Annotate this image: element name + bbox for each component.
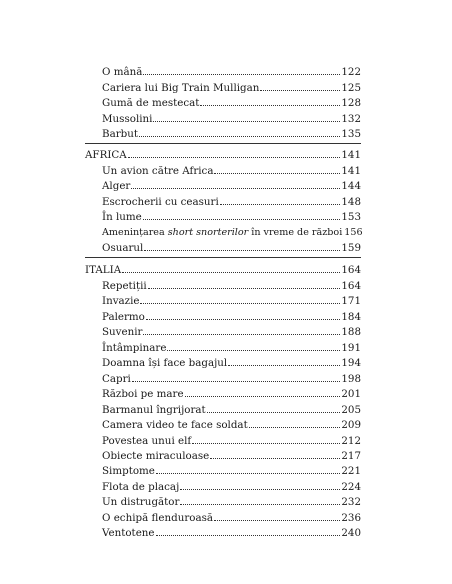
toc-entry-page: 198	[341, 373, 361, 385]
toc-entry	[102, 404, 361, 416]
section-divider	[85, 143, 361, 144]
toc-entry-page: 135	[341, 128, 361, 140]
toc-entry-title: Invazie	[102, 295, 140, 307]
toc-entry-page: 156	[344, 227, 363, 238]
toc-entry-page: 141	[341, 149, 361, 161]
toc-entry	[102, 496, 361, 508]
toc-entry	[102, 481, 361, 493]
toc-entry	[102, 128, 361, 140]
dot-leader	[153, 113, 340, 122]
toc-entry-page: 122	[341, 66, 361, 78]
dot-leader	[143, 326, 340, 335]
toc-entry	[102, 357, 361, 369]
toc-entry	[102, 450, 361, 462]
toc-entry-title: O echipă flenduroasă	[102, 512, 214, 524]
dot-leader	[140, 295, 340, 304]
dot-leader	[220, 196, 341, 205]
dot-leader	[167, 342, 340, 351]
toc-entry-page: 128	[341, 97, 361, 109]
toc-entry-title: Obiecte miraculoase	[102, 450, 210, 462]
toc-entry-page: 184	[341, 311, 361, 323]
dot-leader	[249, 419, 341, 428]
toc-entry-page: 132	[341, 113, 361, 125]
toc-entry-title-start: Amenințarea	[102, 227, 168, 238]
toc-entry	[102, 226, 361, 239]
toc-entry-title: Camera video te face soldat	[102, 419, 248, 431]
toc-entry	[102, 113, 361, 125]
dot-leader	[139, 128, 340, 137]
dot-leader	[131, 180, 340, 189]
dot-leader	[214, 512, 340, 521]
toc-entry	[102, 280, 361, 292]
toc-entry	[102, 211, 361, 223]
toc-entry	[102, 295, 361, 307]
dot-leader	[128, 149, 341, 158]
toc-entry-title: O mână	[102, 66, 143, 78]
toc-entry	[102, 465, 361, 477]
toc-entry-page: 221	[341, 465, 361, 477]
toc-entry-page: 148	[341, 196, 361, 208]
dot-leader	[228, 357, 340, 366]
toc-entry	[102, 311, 361, 323]
toc-entry-page: 217	[341, 450, 361, 462]
toc-entry	[102, 242, 361, 254]
toc-entry	[102, 435, 361, 447]
toc-entry	[102, 342, 361, 354]
toc-entry	[102, 82, 361, 94]
toc-entry	[102, 373, 361, 385]
toc-entry-page: 201	[341, 388, 361, 400]
toc-entry-title: Ventotene	[102, 527, 155, 539]
toc-entry	[102, 527, 361, 539]
toc-entry	[102, 419, 361, 431]
dot-leader	[260, 82, 340, 91]
dot-leader	[185, 388, 341, 397]
dot-leader	[210, 450, 340, 459]
toc-entry-title: ITALIA	[85, 264, 122, 276]
dot-leader	[214, 165, 340, 174]
toc-entry-title: Simptome	[102, 465, 155, 477]
toc-entry-title: Cariera lui Big Train Mulligan	[102, 82, 260, 94]
dot-leader	[156, 527, 341, 536]
toc-entry-page: 125	[341, 82, 361, 94]
toc-entry-title: Barbut	[102, 128, 138, 140]
toc-entry	[102, 326, 361, 338]
dot-leader	[207, 404, 341, 413]
toc-entry-title: Palermo	[102, 311, 145, 323]
toc-entry-page: 191	[341, 342, 361, 354]
toc-entry-page: 188	[341, 326, 361, 338]
toc-section-africa	[85, 149, 361, 161]
toc-entry-title: Suvenir	[102, 326, 143, 338]
toc-entry	[102, 196, 361, 208]
toc-entry-title: Un distrugător	[102, 496, 180, 508]
dot-leader	[132, 373, 341, 382]
toc-entry-title: Un avion către Africa	[102, 165, 214, 177]
toc-entry-page: 236	[341, 512, 361, 524]
dot-leader	[146, 311, 340, 320]
toc-entry-title: Capri	[102, 373, 131, 385]
toc-entry-page: 224	[341, 481, 361, 493]
dot-leader	[122, 264, 340, 273]
dot-leader	[200, 97, 340, 106]
toc-entry-page: 171	[341, 295, 361, 307]
toc-entry	[102, 180, 361, 192]
toc-entry-title: Mussolini	[102, 113, 153, 125]
dot-leader	[143, 211, 341, 220]
dot-leader	[180, 481, 340, 490]
toc-entry-title: Război pe mare	[102, 388, 184, 400]
toc-section-italia	[85, 264, 361, 276]
toc-entry-page: 164	[341, 264, 361, 276]
toc-entry	[102, 66, 361, 78]
toc-entry-page: 141	[341, 165, 361, 177]
toc-entry-title: În lume	[102, 211, 142, 223]
toc-entry-page: 144	[341, 180, 361, 192]
dot-leader	[143, 66, 340, 75]
dot-leader	[192, 435, 340, 444]
toc-entry-title: Alger	[102, 180, 131, 192]
toc-entry-title: Povestea unui elf	[102, 435, 192, 447]
toc-entry-title: Flota de placaj	[102, 481, 180, 493]
toc-entry-page: 194	[341, 357, 361, 369]
toc-entry-page: 240	[341, 527, 361, 539]
toc-entry-title: Osuarul	[102, 242, 144, 254]
dot-leader	[180, 496, 340, 505]
toc-entry-title: Întâmpinare	[102, 342, 167, 354]
toc-entry-title: Doamna își face bagajul	[102, 357, 228, 369]
toc-entry-page: 159	[341, 242, 361, 254]
toc-entry-page: 153	[341, 211, 361, 223]
dot-leader	[148, 280, 341, 289]
toc-entry-page: 212	[341, 435, 361, 447]
toc-entry-title: Gumă de mestecat	[102, 97, 200, 109]
toc-entry-page: 232	[341, 496, 361, 508]
toc-entry-page: 164	[341, 280, 361, 292]
toc-entry-title: Repetiții	[102, 280, 147, 292]
toc-entry-title: Escrocherii cu ceasuri	[102, 196, 219, 208]
toc-entry-title: Barmanul îngrijorat	[102, 404, 206, 416]
dot-leader	[144, 242, 340, 251]
toc-entry	[102, 97, 361, 109]
toc-entry-title-end: în vreme de război	[248, 227, 343, 238]
toc-entry-page: 205	[341, 404, 361, 416]
toc-entry-title-italic: short snorterilor	[167, 227, 249, 238]
toc-entry	[102, 165, 361, 177]
dot-leader	[156, 465, 340, 474]
section-divider	[85, 257, 361, 258]
toc-entry-title	[102, 227, 342, 239]
toc-entry-title: AFRICA	[85, 149, 127, 161]
toc-entry-page: 209	[341, 419, 361, 431]
toc-entry	[102, 512, 361, 524]
toc-entry	[102, 388, 361, 400]
